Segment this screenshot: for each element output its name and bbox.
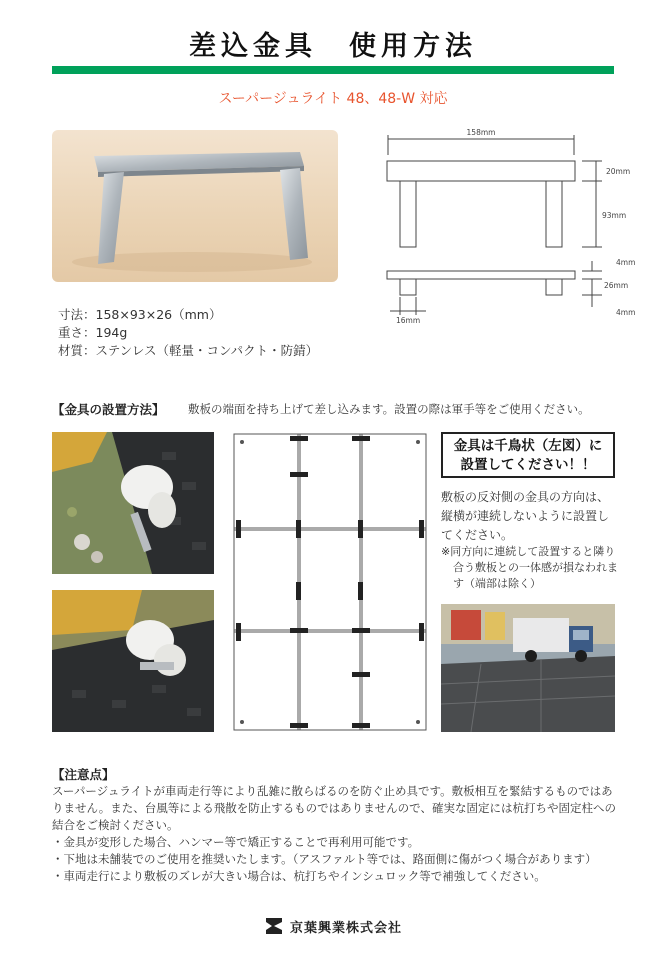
depth-label: 26mm (604, 281, 629, 290)
company-name: 京葉興業株式会社 (289, 920, 402, 936)
page-title: 差込金具 使用方法 (189, 31, 477, 62)
bracket-photo (52, 130, 338, 282)
width-label: 158mm (466, 128, 496, 137)
top-thickness-label: 20mm (606, 167, 631, 176)
install-photo-2 (52, 590, 214, 732)
spec-weight: 重さ：194g (58, 325, 128, 340)
technical-drawing (370, 125, 650, 330)
orientation-note: ※同方向に連続して設置すると隣り合う敷板との一体感が損なわれます（端部は除く） (441, 545, 618, 590)
install-heading: 【金具の設置方法】 (52, 402, 165, 417)
title-underline (52, 66, 614, 74)
truck-photo (441, 604, 615, 732)
page-subtitle: スーパージュライト 48、48-W 対応 (218, 91, 448, 107)
cautions-heading: 【注意点】 (52, 767, 115, 782)
caution-bullet: ・車両走行により敷板のズレが大きい場合は、杭打ちやインシュロック等で補強してください。 (52, 869, 546, 883)
spec-list (58, 306, 318, 360)
install-description: 敷板の端面を持ち上げて差し込みます。設置の際は軍手等をご使用ください。 (188, 402, 590, 416)
spec-material: 材質：ステンレス（軽量・コンパクト・防錆） (58, 343, 319, 358)
install-photo-1 (52, 432, 214, 574)
caution-bullet: ・金具が変形した場合、ハンマー等で矯正することで再利用可能です。 (52, 835, 420, 849)
spec-size: 寸法：158×93×26（mm） (58, 307, 222, 322)
callout-box (441, 432, 615, 478)
plate-bottom-label: 4mm (616, 308, 636, 317)
plate-layout-diagram (232, 432, 428, 732)
callout-line-2: 設置してください！！ (460, 457, 596, 473)
callout-line-1: 金具は千鳥状（左図）に (453, 438, 603, 454)
height-label: 93mm (602, 211, 627, 220)
cautions-body (52, 783, 618, 885)
leg-width-label: 16mm (396, 316, 421, 325)
company-logo-icon (264, 916, 284, 936)
caution-bullet: ・下地は未舗装でのご使用を推奨いたします。（アスファルト等では、路面側に傷がつく場合があります） (52, 852, 597, 866)
cautions-paragraph: スーパージュライトが車両走行等により乱雑に散らばるのを防ぐ止め具です。敷板相互を緊結するものではありません。また、台風等による飛散を防止するものではありませんので、確実な固定には杭打ちや固定柱への結合をご検討ください。 (52, 784, 616, 832)
footer (0, 916, 666, 936)
orientation-instruction: 敷板の反対側の金具の方向は、縦横が連続しないように設置してください。 (441, 490, 610, 542)
plate-top-label: 4mm (616, 258, 636, 267)
